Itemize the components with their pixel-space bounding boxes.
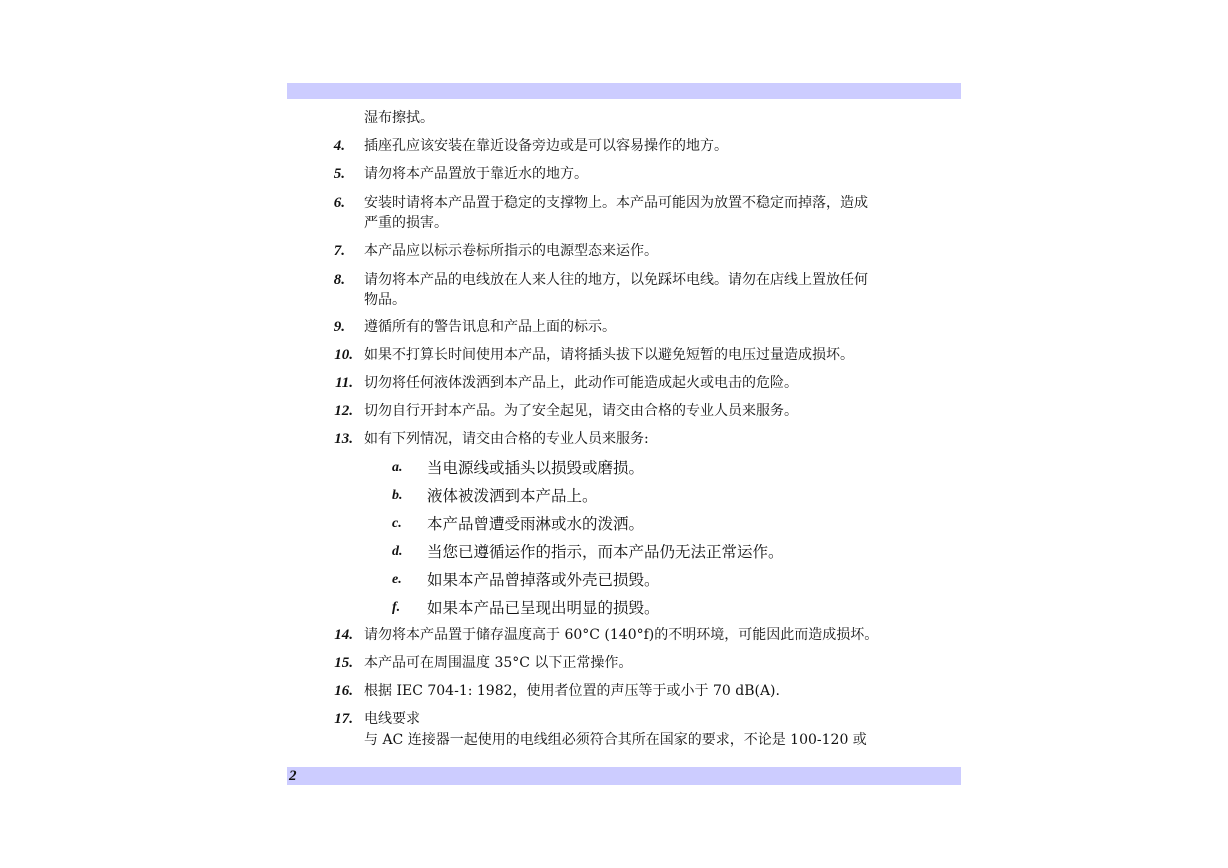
item-number: 6. — [333, 195, 345, 211]
subitem-text: 如果本产品已呈现出明显的损毁。 — [427, 599, 660, 617]
item-number: 5. — [333, 166, 345, 182]
item-text: 如果不打算长时间使用本产品，请将插头拔下以避免短暂的电压过量造成损坏。 — [364, 347, 854, 363]
footer-bar — [287, 767, 961, 785]
subitem-letter: a. — [392, 460, 403, 475]
item-text: 插座孔应该安装在靠近设备旁边或是可以容易操作的地方。 — [364, 138, 728, 154]
item-text: 切勿自行开封本产品。为了安全起见，请交由合格的专业人员来服务。 — [364, 403, 798, 419]
item-number: 13. — [334, 431, 353, 447]
item-number: 17. — [334, 711, 353, 727]
item-number: 9. — [333, 319, 345, 335]
subitem-text: 本产品曾遭受雨淋或水的泼洒。 — [427, 515, 645, 533]
item-text: 根据 IEC 704-1: 1982，使用者位置的声压等于或小于 70 dB(A). — [364, 683, 780, 699]
item-number: 4. — [333, 138, 345, 154]
header-bar — [287, 83, 961, 99]
item-text: 本产品应以标示卷标所指示的电源型态来运作。 — [364, 243, 658, 259]
intro-line: 湿布擦拭。 — [364, 110, 434, 126]
item-number: 12. — [334, 403, 353, 419]
item-text: 电线要求 — [364, 711, 420, 727]
item-text-continued: 物品。 — [364, 292, 406, 308]
page-number: 2 — [289, 768, 297, 784]
subitem-text: 当您已遵循运作的指示，而本产品仍无法正常运作。 — [427, 543, 784, 561]
subitem-letter: d. — [392, 544, 403, 559]
subitem-letter: f. — [392, 600, 401, 615]
subitem-letter: e. — [392, 572, 402, 587]
item-text: 本产品可在周围温度 35°C 以下正常操作。 — [364, 655, 633, 671]
item-text: 如有下列情况，请交由合格的专业人员来服务: — [364, 431, 649, 447]
item-text: 请勿将本产品置于储存温度高于 60°C (140°f)的不明环境，可能因此而造成损坏。 — [364, 627, 879, 643]
item-number: 16. — [334, 683, 353, 699]
item-number: 11. — [335, 375, 353, 391]
subitem-letter: b. — [392, 488, 403, 503]
item-text: 请勿将本产品置放于靠近水的地方。 — [364, 166, 588, 182]
item-text-continued: 与 AC 连接器一起使用的电线组必须符合其所在国家的要求，不论是 100-120 或 — [364, 732, 867, 748]
item-text: 安装时请将本产品置于稳定的支撑物上。本产品可能因为放置不稳定而掉落，造成 — [364, 195, 868, 211]
item-number: 10. — [334, 347, 353, 363]
item-number: 8. — [333, 272, 345, 288]
item-text: 切勿将任何液体泼洒到本产品上，此动作可能造成起火或电击的危险。 — [364, 375, 798, 391]
item-text-continued: 严重的损害。 — [364, 215, 448, 231]
subitem-text: 当电源线或插头以损毁或磨损。 — [427, 459, 645, 477]
subitem-text: 如果本产品曾掉落或外壳已损毁。 — [427, 571, 660, 589]
subitem-text: 液体被泼洒到本产品上。 — [427, 487, 598, 505]
item-text: 遵循所有的警告讯息和产品上面的标示。 — [364, 319, 616, 335]
subitem-letter: c. — [392, 516, 402, 531]
item-number: 15. — [334, 655, 353, 671]
item-number: 14. — [334, 627, 353, 643]
item-number: 7. — [333, 243, 345, 259]
item-text: 请勿将本产品的电线放在人来人往的地方，以免踩坏电线。请勿在店线上置放任何 — [364, 272, 868, 288]
